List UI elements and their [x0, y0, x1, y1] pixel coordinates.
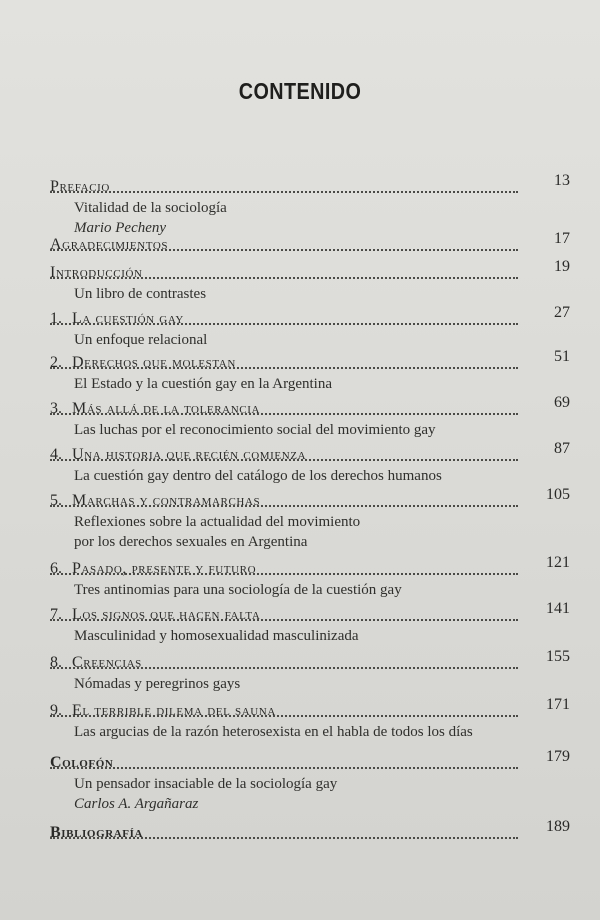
toc-entry-title: Agradecimientos	[50, 236, 169, 253]
toc-entry-title: Más allá de la tolerancia	[72, 400, 261, 417]
toc-entry	[50, 304, 570, 350]
toc-entry-subtitle: Tres antinomias para una sociología de la cuestión gay	[74, 582, 402, 598]
toc-entry-subtitle: Un libro de contrastes	[74, 286, 207, 302]
toc-entry-row	[50, 486, 570, 512]
toc-entry-heading	[50, 822, 149, 844]
page-number: 189	[546, 818, 570, 835]
page-number: 141	[546, 600, 570, 617]
toc-entry	[50, 440, 570, 486]
toc-entry-row	[50, 304, 570, 330]
toc-entry-subtitle: Masculinidad y homosexualidad masculinizada	[74, 628, 359, 644]
toc-entry	[50, 818, 570, 844]
toc-entry-heading	[50, 262, 149, 284]
chapter-number: 7.	[50, 606, 62, 623]
toc-entry-heading	[50, 490, 266, 512]
toc-entry-heading	[50, 308, 190, 330]
page-number: 27	[554, 304, 570, 321]
toc-entry-heading	[50, 604, 266, 626]
toc-entry-title: Introducción	[50, 264, 143, 281]
toc-entry	[50, 172, 570, 238]
chapter-number: 8.	[50, 654, 62, 671]
chapter-number: 9.	[50, 702, 62, 719]
toc-entry	[50, 230, 570, 256]
page-number: 51	[554, 348, 570, 365]
toc-entry-heading	[50, 234, 174, 256]
dot-leader	[50, 191, 518, 193]
page-heading: CONTENIDO	[238, 78, 362, 104]
page-number: 69	[554, 394, 570, 411]
page-number: 19	[554, 258, 570, 275]
chapter-number: 5.	[50, 492, 62, 509]
toc-entry-title: El terrible dilema del sauna	[72, 702, 276, 719]
toc-entry	[50, 600, 570, 646]
toc-entry-title: Derechos que molestan	[72, 354, 236, 371]
toc-entry-title: Una historia que recién comienza	[72, 446, 307, 463]
toc-entry-author: Mario Pecheny	[74, 220, 167, 236]
toc-entry-heading	[50, 398, 266, 420]
toc-entry	[50, 696, 570, 742]
toc-entry-title: La cuestión gay	[72, 310, 184, 327]
toc-entry-subtitle: Un enfoque relacional	[74, 332, 208, 348]
toc-entry	[50, 258, 570, 304]
toc-entry-subtitle: Nómadas y peregrinos gays	[74, 676, 241, 692]
page-number: 179	[546, 748, 570, 765]
page-number: 13	[554, 172, 570, 189]
page-number: 121	[546, 554, 570, 571]
toc-entry-author: Carlos A. Argañaraz	[74, 796, 199, 812]
toc-entry-title: Creencias	[72, 654, 142, 671]
chapter-number: 6.	[50, 560, 62, 577]
page-number: 105	[546, 486, 570, 503]
page-number: 171	[546, 696, 570, 713]
toc-entry-heading	[50, 176, 116, 198]
toc-entry-heading	[50, 352, 242, 374]
page-number: 17	[554, 230, 570, 247]
chapter-number: 3.	[50, 400, 62, 417]
toc-entry-row	[50, 348, 570, 374]
toc-entry	[50, 554, 570, 600]
toc-entry-title: Prefacio	[50, 178, 110, 195]
toc-entry-subtitle: Las luchas por el reconocimiento social del movimiento gay	[74, 422, 436, 438]
toc-entry-heading	[50, 444, 312, 466]
toc-entry-subtitle: El Estado y la cuestión gay en la Argentina	[74, 376, 332, 392]
toc-entry-subtitle: por los derechos sexuales en Argentina	[74, 534, 308, 550]
toc-entry-row	[50, 648, 570, 674]
toc-entry-row	[50, 172, 570, 198]
toc-entry-row	[50, 230, 570, 256]
toc-entry-heading	[50, 752, 119, 774]
toc-entry-title: Colofón	[50, 754, 114, 771]
toc-entry-row	[50, 748, 570, 774]
toc-entry	[50, 348, 570, 394]
toc-entry-subtitle: Las argucias de la razón heterosexista en el habla de todos los días	[74, 724, 473, 740]
toc-entry	[50, 648, 570, 694]
page-number: 155	[546, 648, 570, 665]
toc-entry	[50, 486, 570, 552]
chapter-number: 4.	[50, 446, 62, 463]
toc-entry-subtitle: Reflexiones sobre la actualidad del movimiento	[74, 514, 361, 530]
toc-entry-row	[50, 440, 570, 466]
toc-entry-title: Bibliografía	[50, 824, 144, 841]
toc-entry-heading	[50, 652, 148, 674]
toc-entry-subtitle: Un pensador insaciable de la sociología gay	[74, 776, 338, 792]
toc-entry-heading	[50, 700, 282, 722]
toc-entry-row	[50, 554, 570, 580]
toc-entry-row	[50, 696, 570, 722]
toc-entry-subtitle: La cuestión gay dentro del catálogo de los derechos humanos	[74, 468, 442, 484]
page-number: 87	[554, 440, 570, 457]
toc-entry-title: Pasado, presente y futuro	[72, 560, 257, 577]
toc-entry	[50, 748, 570, 814]
toc-entry-title: Los signos que hacen falta	[72, 606, 261, 623]
toc-entry-row	[50, 600, 570, 626]
toc-entry-subtitle: Vitalidad de la sociología	[74, 200, 227, 216]
chapter-number: 1.	[50, 310, 62, 327]
toc-entry-row	[50, 818, 570, 844]
toc-entry-row	[50, 258, 570, 284]
toc-entry-heading	[50, 558, 262, 580]
toc-entry	[50, 394, 570, 440]
chapter-number: 2.	[50, 354, 62, 371]
toc-entry-row	[50, 394, 570, 420]
toc-entry-title: Marchas y contramarchas	[72, 492, 261, 509]
dot-leader	[50, 767, 518, 769]
